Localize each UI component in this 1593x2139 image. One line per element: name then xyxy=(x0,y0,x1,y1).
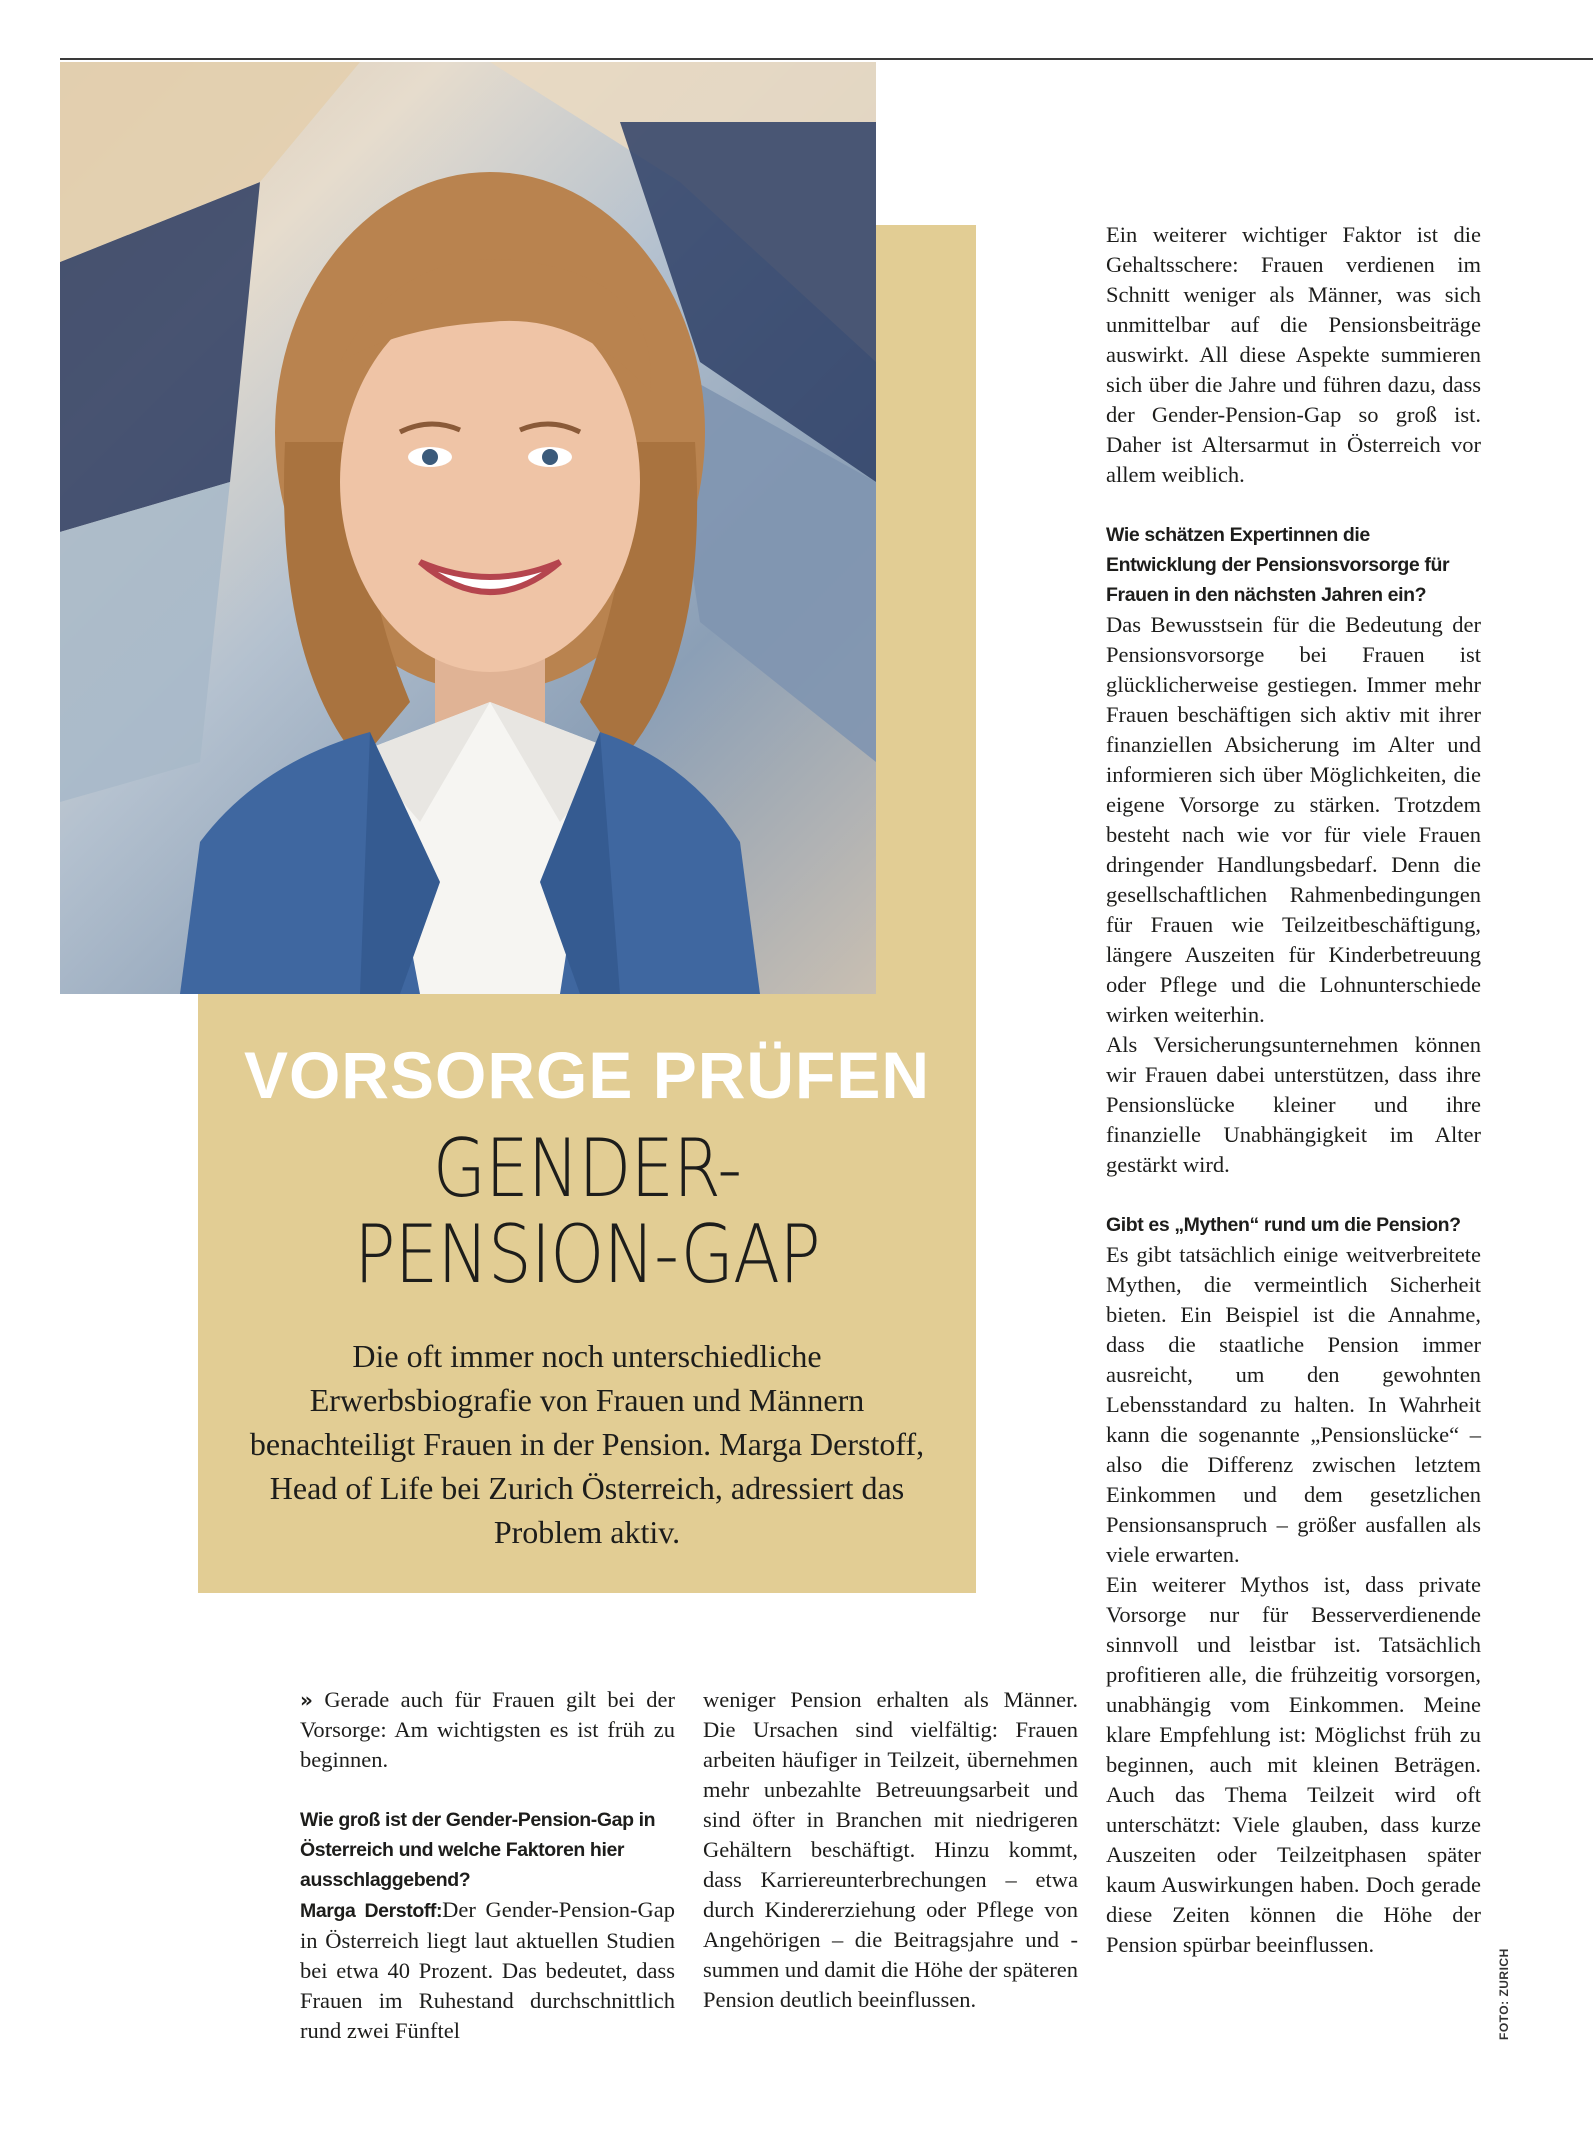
article-lead: Die oft immer noch unterschiedliche Erwerbsbiografie von Frauen und Männern benachteiligt Frauen in der Pension. Marga Derstoff, Head of Life bei Zurich Österreich, adressiert das Problem aktiv. xyxy=(249,1338,925,1550)
quote-mark-icon: » xyxy=(300,1688,313,1712)
answer-1-part-2: weniger Pension erhalten als Männer. Die Ursachen sind vielfältig: Frauen arbeiten häufiger in Teilzeit, übernehmen mehr unbezahlte Betreuungsarbeit und sind öfter in Branchen mit niedrigeren Gehältern beschäftigt. Hinzu kommt, dass Karriereunterbrechungen – etwa durch Kindererziehung oder Pflege von Angehörigen – die Beitragsjahre und -summen und damit die Höhe der späteren Pension deutlich beeinflussen. xyxy=(703,1687,1078,2012)
intro-text: Gerade auch für Frauen gilt bei der Vorsorge: Am wichtigsten es ist früh zu beginnen. xyxy=(300,1687,675,1772)
title-line-1: GENDER- xyxy=(432,1122,742,1215)
answer-1-part-3: Ein weiterer wichtiger Faktor ist die Gehaltsschere: Frauen verdienen im Schnitt weniger als Männer, was sich unmittelbar auf die Pensionsbeiträge auswirkt. All diese Aspekte summieren sich über die Jahre und führen dazu, dass der Gender-Pension-Gap so groß ist. Daher ist Altersarmut in Österreich vor allem weiblich. xyxy=(1106,222,1481,487)
answer-3-paragraph-2: Ein weiterer Mythos ist, dass private Vorsorge nur für Besserverdienende sinnvoll und leistbar ist. Tatsächlich profitieren alle, die frühzeitig vorsorgen, unabhängig vom Einkommen. Meine klare Empfehlung ist: Möglichst früh zu beginnen, auch mit kleinen Beträgen. Auch das Thema Teilzeit wird oft unterschätzt: Viele glauben, dass kurze Auszeiten oder Teilzeitphasen später kaum Auswirkungen haben. Doch gerade diese Zeiten können die Höhe der Pension spürbar beeinflussen. xyxy=(1106,1572,1481,1957)
top-rule xyxy=(60,58,1593,60)
question-2: Wie schätzen Expertinnen die Entwicklung der Pensionsvorsorge für Frauen in den nächsten Jahren ein? xyxy=(1106,524,1450,606)
question-3: Gibt es „Mythen“ rund um die Pension? xyxy=(1106,1214,1461,1236)
answer-3-paragraph-1: Es gibt tatsächlich einige weitverbreitete Mythen, die vermeintlich Sicherheit bieten. Ein Beispiel ist die Annahme, dass die staatliche Pension immer ausreicht, um den gewohnten Lebensstandard zu halten. In Wahrheit kann die sogenannte „Pensionslücke“ – also die Differenz zwischen letztem Einkommen und dem gesetzlichen Pensionsanspruch – größer ausfallen als viele erwarten. xyxy=(1106,1242,1481,1567)
title-line-2: PENSION-GAP xyxy=(354,1208,820,1301)
question-1: Wie groß ist der Gender-Pension-Gap in Österreich und welche Faktoren hier ausschlaggebend? xyxy=(300,1809,656,1891)
speaker-name: Marga Derstoff: xyxy=(300,1900,443,1922)
panel-headline: VORSORGE PRÜFEN xyxy=(243,1038,931,1112)
text-column-left xyxy=(300,1685,675,2046)
answer-2-paragraph-2: Als Versicherungsunternehmen können wir Frauen dabei unterstützen, dass ihre Pensionslücke kleiner und ihre finanzielle Unabhängigkeit im Alter gestärkt wird. xyxy=(1106,1032,1481,1177)
article-title xyxy=(252,1122,921,1301)
portrait-photo xyxy=(60,62,876,994)
intro-paragraph xyxy=(300,1685,675,1775)
portrait-illustration xyxy=(60,62,876,994)
text-column-middle xyxy=(703,1685,1078,2015)
answer-2-paragraph-1: Das Bewusstsein für die Bedeutung der Pensionsvorsorge bei Frauen ist glücklicherweise gestiegen. Immer mehr Frauen beschäftigen sich aktiv mit ihrer finanziellen Absicherung im Alter und informieren sich über Möglichkeiten, die eigene Vorsorge zu stärken. Trotzdem besteht nach wie vor für viele Frauen dringender Handlungsbedarf. Denn die gesellschaftlichen Rahmenbedingungen für Frauen wie Teilzeitbeschäftigung, längere Auszeiten für Kinderbetreuung oder Pflege und die Lohnunterschiede wirken weiterhin. xyxy=(1106,612,1481,1027)
text-column-right xyxy=(1106,220,1481,1960)
answer-1-part-1: Der Gender-Pension-Gap in Österreich liegt laut aktuellen Studien bei etwa 40 Prozent. Das bedeutet, dass Frauen im Ruhestand durchschnittlich rund zwei Fünftel xyxy=(300,1897,675,2043)
answer-1-start xyxy=(300,1895,675,2046)
photo-credit: FOTO: ZURICH xyxy=(1497,1948,1511,2040)
